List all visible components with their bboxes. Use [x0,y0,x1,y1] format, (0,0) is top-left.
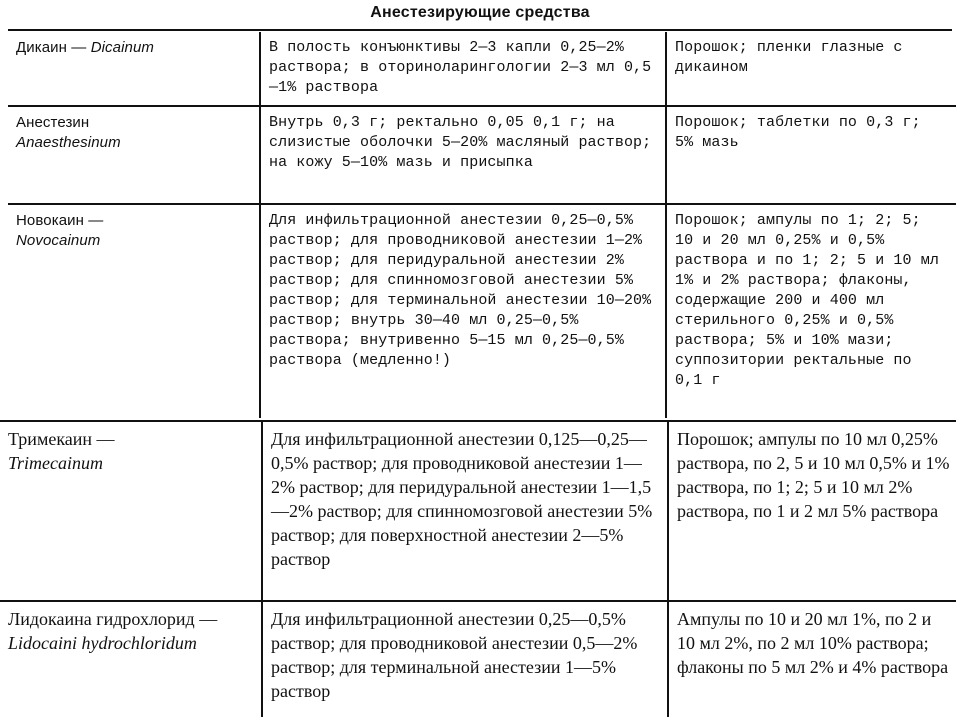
table-row [8,204,956,418]
drug-name-cell [0,601,262,717]
table-row [0,421,956,601]
form-cell: Порошок; пленки глазные с дикаином [666,32,956,106]
dosage-cell: Для инфильтрационной анестезии 0,25—0,5% раствор; для проводниковой анестезии 0,5—2% раствор; для терминальной анестезии 1—5% раствор [262,601,668,717]
table-row [8,32,956,106]
drug-table-bottom [0,420,956,717]
drug-latin-name: Dicainum [90,39,155,56]
table-row [0,601,956,717]
drug-name-cell [8,204,260,418]
title-rule [8,29,952,31]
drug-name: Анестезин [16,114,90,131]
drug-table-top [8,32,956,418]
form-cell: Ампулы по 10 и 20 мл 1%, по 2 и 10 мл 2%, по 2 мл 10% раствора; флаконы по 5 мл 2% и 4% раствора [668,601,956,717]
drug-latin-name: Lidocaini hydrochloridum [8,633,197,653]
dosage-cell: Для инфильтрационной анестезии 0,125—0,25—0,5% раствор; для проводниковой анестезии 1—2% раствор; для перидуральной анестезии 1—1,5—2% раствор; для спинномозговой анестезии 5% раствор; для поверхностной анестезии 2—5% раствор [262,421,668,601]
drug-name-cell [0,421,262,601]
drug-name-cell [8,32,260,106]
drug-latin-name: Anaesthesinum [16,134,121,151]
drug-name: Лидокаина гидрохлорид — [8,609,218,629]
drug-latin-name: Trimecainum [8,453,104,473]
drug-name: Дикаин — [16,39,87,56]
table-title: Анестезирующие средства [370,4,590,21]
form-cell: Порошок; ампулы по 1; 2; 5; 10 и 20 мл 0,25% и 0,5% раствора и по 1; 2; 5 и 10 мл 1% и 2% раствора; флаконы, содержащие 200 и 400 мл стерильного 0,25% и 0,5% раствора; 5% и 10% мази; суппозитории ректальные по 0,1 г [666,204,956,418]
form-cell: Порошок; таблетки по 0,3 г; 5% мазь [666,106,956,204]
table-row [8,106,956,204]
drug-latin-name: Novocainum [16,232,101,249]
drug-name-cell [8,106,260,204]
dosage-cell: Внутрь 0,3 г; ректально 0,05 0,1 г; на слизистые оболочки 5—20% масляный раствор; на кожу 5—10% мазь и присыпка [260,106,666,204]
dosage-cell: Для инфильтрационной анестезии 0,25—0,5% раствор; для проводниковой анестезии 1—2% раствор; для перидуральной анестезии 2% раствор; для спинномозговой анестезии 5% раствор; для терминальной анестезии 10—20% раствор; внутрь 30—40 мл 0,25—0,5% раствора; внутривенно 5—15 мл 0,25—0,5% раствора (медленно!) [260,204,666,418]
form-cell: Порошок; ампулы по 10 мл 0,25% раствора, по 2, 5 и 10 мл 0,5% и 1% раствора, по 1; 2; 5 и 10 мл 2% раствора, по 1 и 2 мл 5% раствора [668,421,956,601]
dosage-cell: В полость конъюнктивы 2—3 капли 0,25—2% раствора; в оториноларингологии 2—3 мл 0,5—1% раствора [260,32,666,106]
drug-name: Новокаин — [16,212,104,229]
drug-name: Тримекаин — [8,429,115,449]
